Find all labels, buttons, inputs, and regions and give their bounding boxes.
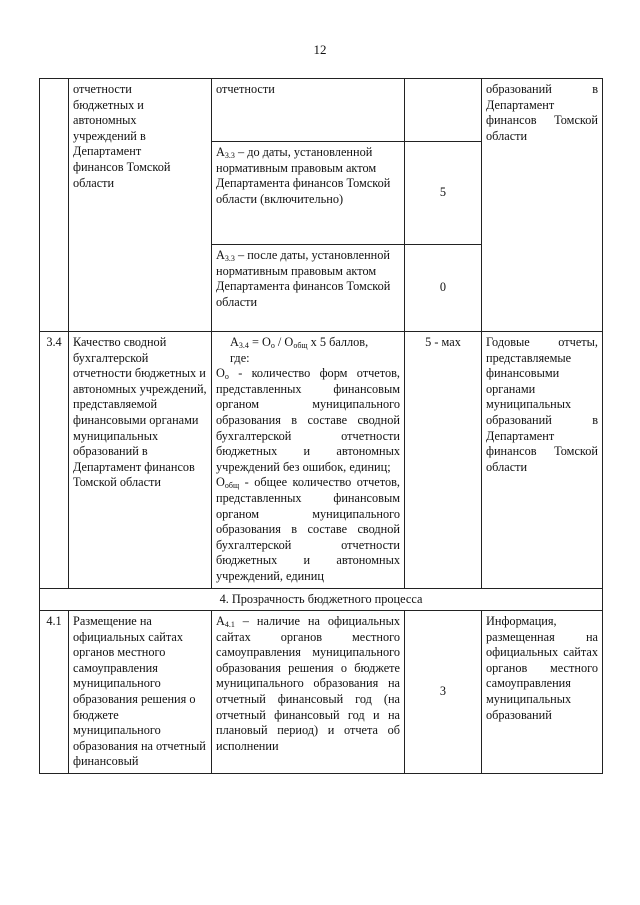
formula-text: – после даты, установленной нормативным правовым актом Департамента финансов Томской области	[216, 248, 391, 309]
points-cell: 5	[405, 142, 482, 245]
row-number-cell	[40, 79, 69, 332]
indicator-name-cell: Размещение на официальных сайтах органов местного самоуправления муниципального образования решения о бюджете муниципального образования на отчетный финансовый	[69, 611, 212, 774]
points-cell	[405, 79, 482, 142]
criteria-table	[39, 78, 603, 774]
formula-subscript: 3.3	[224, 151, 235, 160]
formula-text: отчетности	[216, 82, 275, 96]
source-cell: Годовые отчеты, представляемые финансовыми органами муниципальных образований в Департамент финансов Томской области	[482, 332, 603, 589]
indicator-name-cell: отчетности бюджетных и автономных учреждений в Департамент финансов Томской области	[69, 79, 212, 332]
table-row	[40, 79, 603, 142]
formula-cell	[212, 245, 405, 332]
page-number: 12	[313, 42, 327, 57]
source-cell: образований в Департамент финансов Томской области	[482, 79, 603, 332]
formula-subscript: 3.3	[224, 254, 235, 263]
formula-symbol: А	[216, 145, 225, 159]
table-row	[40, 611, 603, 774]
indicator-name-cell: Качество сводной бухгалтерской отчетности бюджетных и автономных учреждений, представляемой финансовыми органами муниципальных образований в Департамент финансов Томской области	[69, 332, 212, 589]
formula-symbol: А	[216, 248, 225, 262]
section-header-row	[40, 588, 603, 611]
formula-cell	[212, 332, 405, 589]
formula-cell: $А_{4.1}$ – наличие на официальных сайтах органов местного самоуправления муниципального образования решения о бюджете муниципального образования на отчетный финансовый год (на отчетный финансовый год и на плановый период) и отчета об исполнении	[212, 611, 405, 774]
table-row	[40, 332, 603, 589]
formula-definition: $О_о$ - количество форм отчетов, представленных финансовым органом муниципального образования в составе сводной бухгалтерской отчетности бюджетных и автономных учреждений без ошибок, единиц;	[216, 366, 400, 474]
formula-where: где:	[230, 350, 250, 365]
formula-line: $А_{3.4} = О_о / О_{общ}$ х 5 баллов,	[230, 335, 369, 350]
formula-cell	[212, 142, 405, 245]
row-number-cell: 4.1	[40, 611, 69, 774]
formula-cell	[212, 79, 405, 142]
source-cell: Информация, размещенная на официальных сайтах органов местного самоуправления муниципальных образований	[482, 611, 603, 774]
points-cell: 0	[405, 245, 482, 332]
points-cell: 3	[405, 611, 482, 774]
formula-text: – до даты, установленной нормативным правовым актом Департамента финансов Томской области (включительно)	[216, 145, 391, 206]
row-number-cell: 3.4	[40, 332, 69, 589]
points-cell: 5 - мах	[405, 332, 482, 589]
section-title: 4. Прозрачность бюджетного процесса	[40, 588, 603, 611]
formula-definition: $О_{общ}$ - общее количество отчетов, представленных финансовым органом муниципального образования в составе сводной бухгалтерской отчетности бюджетных и автономных учреждений, единиц	[216, 475, 400, 583]
